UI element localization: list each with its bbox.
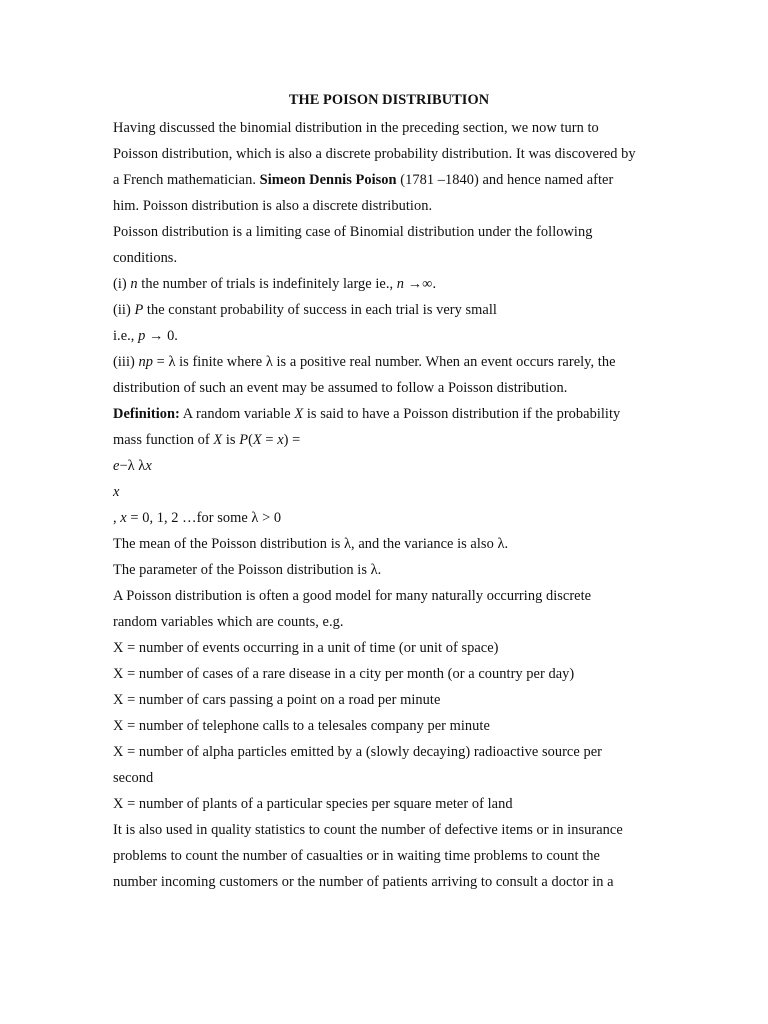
text-run: mass function of	[113, 432, 214, 448]
italic-text: x	[120, 510, 127, 526]
italic-text: P	[239, 432, 249, 448]
text-run: (ii)	[113, 302, 135, 318]
italic-text: x	[277, 432, 284, 448]
text-run: Having discussed the binomial distribution in the preceding section, we now turn to	[113, 120, 599, 136]
text-line	[113, 739, 673, 765]
text-line	[113, 817, 673, 843]
text-line	[113, 635, 673, 661]
text-run: Poisson distribution, which is also a discrete probability distribution. It was discovered by	[113, 146, 636, 162]
text-run: problems to count the number of casualties or in waiting time problems to count the	[113, 848, 600, 864]
italic-text: X	[294, 406, 304, 422]
text-run: X = number of telephone calls to a telesales company per minute	[113, 718, 490, 734]
text-line	[113, 401, 673, 427]
text-run: The parameter of the Poisson distribution is λ.	[113, 562, 382, 578]
italic-text: P	[134, 302, 144, 318]
text-run: (	[248, 432, 253, 448]
text-line	[113, 765, 673, 791]
text-run: distribution of such an event may be assumed to follow a Poisson distribution.	[113, 380, 568, 396]
text-line	[113, 453, 673, 479]
text-line	[113, 687, 673, 713]
text-run: A random variable	[179, 406, 295, 422]
text-run: X = number of plants of a particular species per square meter of land	[113, 796, 513, 812]
text-run: the number of trials is indefinitely large ie.,	[137, 276, 397, 292]
document-title: THE POISON DISTRIBUTION	[288, 92, 490, 108]
italic-text: n	[396, 276, 405, 292]
text-run: A Poisson distribution is often a good model for many naturally occurring discrete	[113, 588, 592, 604]
text-run: second	[113, 770, 154, 786]
text-line	[113, 245, 673, 271]
text-run: ) =	[283, 432, 301, 448]
text-run: random variables which are counts, e.g.	[113, 614, 344, 630]
bold-text: Simeon Dennis Poison	[259, 172, 397, 188]
document-body	[113, 115, 673, 895]
text-run: X = number of events occurring in a unit of time (or unit of space)	[113, 640, 499, 656]
text-line	[113, 869, 673, 895]
text-line	[113, 791, 673, 817]
text-run: The mean of the Poisson distribution is λ, and the variance is also λ.	[113, 536, 509, 552]
italic-text: x	[145, 458, 152, 474]
text-line	[113, 115, 673, 141]
text-run: (iii)	[113, 354, 139, 370]
text-run: is	[222, 432, 240, 448]
text-run: −λ λ	[119, 458, 146, 474]
bold-text: Definition:	[113, 406, 180, 422]
text-line	[113, 219, 673, 245]
text-line	[113, 661, 673, 687]
italic-text: np	[138, 354, 153, 370]
text-run: (1781 –1840) and hence named after	[396, 172, 614, 188]
text-line	[113, 271, 673, 297]
text-run: It is also used in quality statistics to count the number of defective items or in insurance	[113, 822, 623, 838]
text-line	[113, 349, 673, 375]
text-line	[113, 323, 673, 349]
text-run: ,	[113, 510, 121, 526]
text-run: X = number of alpha particles emitted by a (slowly decaying) radioactive source per	[113, 744, 602, 760]
text-line	[113, 375, 673, 401]
text-line	[113, 843, 673, 869]
text-run: →∞.	[404, 276, 437, 292]
text-line	[113, 141, 673, 167]
text-run: a French mathematician.	[113, 172, 260, 188]
text-run: → 0.	[145, 328, 178, 344]
text-run: (i)	[113, 276, 131, 292]
text-run: X = number of cars passing a point on a road per minute	[113, 692, 441, 708]
italic-text: n	[130, 276, 138, 292]
text-run: conditions.	[113, 250, 178, 266]
text-line	[113, 193, 673, 219]
text-line	[113, 531, 673, 557]
text-run: X = number of cases of a rare disease in a city per month (or a country per day)	[113, 666, 575, 682]
text-run: =	[261, 432, 278, 448]
italic-text: p	[138, 328, 146, 344]
text-line	[113, 557, 673, 583]
italic-text: X	[252, 432, 262, 448]
text-run: Poisson distribution is a limiting case of Binomial distribution under the following	[113, 224, 593, 240]
text-run: is said to have a Poisson distribution if the probability	[303, 406, 621, 422]
text-line	[113, 505, 673, 531]
text-run: number incoming customers or the number of patients arriving to consult a doctor in a	[113, 874, 614, 890]
text-run: the constant probability of success in each trial is very small	[143, 302, 497, 318]
italic-text: e	[113, 458, 120, 474]
text-run: = λ is finite where λ is a positive real number. When an event occurs rarely, the	[152, 354, 616, 370]
text-run: i.e.,	[113, 328, 139, 344]
italic-text: X	[213, 432, 223, 448]
text-run: him. Poisson distribution is also a discrete distribution.	[113, 198, 433, 214]
text-run: = 0, 1, 2 …for some λ > 0	[126, 510, 282, 526]
text-line	[113, 583, 673, 609]
text-line	[113, 297, 673, 323]
text-line	[113, 479, 673, 505]
italic-text: x	[113, 484, 120, 500]
text-line	[113, 713, 673, 739]
text-line	[113, 167, 673, 193]
text-line	[113, 427, 673, 453]
text-line	[113, 609, 673, 635]
